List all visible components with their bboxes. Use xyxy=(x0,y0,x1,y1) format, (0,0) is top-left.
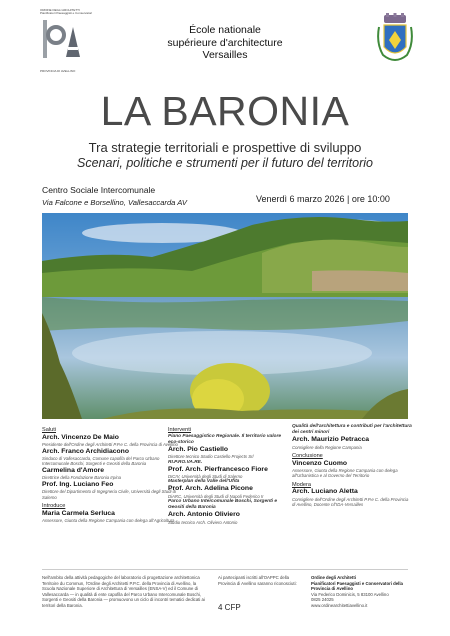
footer-credits-note: Ai partecipanti iscritti all'OAPPC della Provincia di Avellino saranno riconosciuti: xyxy=(218,575,297,586)
org-phone: 0825 24025 xyxy=(311,597,334,603)
program-column-conclusion xyxy=(292,424,412,508)
speaker-role: Direttrice della Fondazione Baronia Irpina xyxy=(42,475,122,481)
speaker-role: Assessore, Giunta della Regione Campania con delega all'Urbanistica e al Governo del Territorio xyxy=(292,468,398,479)
landscape-photo xyxy=(42,213,408,419)
speaker-role: Sindaco di Vallesaccarda, Comune capofila del Parco Urbano Intercomunale Boschi, Sorgenti e Geositi della Baronia xyxy=(42,456,160,467)
speaker-role: Presidente dell'Ordine degli Architetti P.P.e C. della Provincia di Avellino xyxy=(42,442,178,448)
section-heading-talks: Interventi xyxy=(168,427,192,433)
section-heading-greetings: Saluti xyxy=(42,427,56,433)
talk-topic: Piano Paesaggistico Regionale. Il territorio valore eco-storico xyxy=(168,433,282,445)
logo-province: PROVINCIA DI AVELLINO xyxy=(40,68,76,73)
speaker-role: DiARC, Università degli Studi di Napoli Federico II xyxy=(168,493,264,499)
org-address: Via Federico Dominicis, 5 83100 Avellino xyxy=(311,591,389,597)
venue-address: Via Falcone e Borsellino, Vallesaccarda AV xyxy=(42,198,187,207)
institution-line-2: supérieure d'architecture xyxy=(167,36,283,49)
speaker-name: Maria Carmela Serluca xyxy=(42,509,115,517)
section-heading-moderator: Modera xyxy=(292,481,311,488)
talk-topic: RI.P.RO.VA.RE. xyxy=(168,459,203,465)
talk-topic: Masterplan della Valle dell'Ufita xyxy=(168,479,240,485)
footer-divider xyxy=(42,569,408,570)
cfp-credits: 4 CFP xyxy=(218,603,241,612)
speaker-name: Prof. Ing. Luciano Feo xyxy=(42,480,114,488)
org-name: Ordine degli Architetti xyxy=(311,575,356,580)
logo-line-1: ORDINE DEGLI ARCHITETTI xyxy=(40,8,80,12)
institution-line-1: École nationale xyxy=(189,24,261,36)
speaker-name: Prof. Arch. Pierfrancesco Fiore xyxy=(168,465,268,473)
talk-topic: Qualità dell'architettura e contributi per l'architettura dei centri minori xyxy=(292,424,412,435)
program-column-talks xyxy=(168,424,292,525)
speaker-role: Assessore, Giunta della Regione Campania con delega all'Agricoltura xyxy=(42,518,175,524)
speaker-name: Vincenzo Cuomo xyxy=(292,459,348,467)
speaker-role: Studio tecnico Arch. Oliviero Antonio xyxy=(168,519,238,525)
speaker-name: Arch. Luciano Aletta xyxy=(292,488,358,496)
speaker-role: DICIV, Università degli Studi di Salerno xyxy=(168,474,243,479)
logo-line-2: Pianificatori Paesaggisti e Conservatori xyxy=(40,11,93,16)
speaker-name: Arch. Franco Archidiacono xyxy=(42,447,129,455)
section-heading-introduce: Introduce xyxy=(42,503,66,510)
speaker-role: Direttore tecnico Studio Castiello Projects Srl xyxy=(168,454,254,460)
speaker-name: Prof. Arch. Adelina Picone xyxy=(168,485,253,493)
subtitle-italic: Scenari, politiche e strumenti per il futuro del territorio xyxy=(77,156,373,170)
footer-contacts xyxy=(311,575,411,609)
page-title: LA BARONIA xyxy=(100,88,350,134)
venue-name: Centro Sociale Intercomunale xyxy=(42,185,156,195)
municipal-crest-icon xyxy=(375,13,415,71)
section-heading-conclusion: Conclusione xyxy=(292,452,323,459)
org-name-2: Pianificatori Paesaggisti e Conservatori della Provincia di Avellino xyxy=(311,580,403,592)
org-website: www.ordinearchitettiavellino.it xyxy=(311,602,368,608)
speaker-role: Consigliere dell'Ordine degli Architetti P.P.e C. della Provincia di Avellino, Docente c/l'IDA-Versailles xyxy=(292,496,409,508)
speaker-name: Arch. Pio Castiello xyxy=(168,445,229,453)
talk-topic: Parco Urbano Intercomunale Boschi, Sorgenti e Geositi della Baronia xyxy=(168,499,278,511)
speaker-role: Direttore del Dipartimento di Ingegneria Civile, Università degli Studi di Salerno xyxy=(42,489,176,500)
speaker-name: Carmelina d'Amore xyxy=(42,466,105,474)
speaker-name: Arch. Vincenzo De Maio xyxy=(42,433,119,441)
speaker-name: Arch. Maurizio Petracca xyxy=(292,436,370,443)
footer-description: Nell'ambito della attività pedagogiche del laboratorio di progettazione architettonica Territoire du Commun, l'Ordine degli Architetti P.P.C. della Provincia di Avellino, la Scuola Nazionale Superiore di Architettura di Versailles (ENSA-V) ed il Comune di Vallesaccarda — in qualità di ente capofila del Parco Urbano Intercomunale Boschi, Sorgenti e Geositi della Baronia — promuovono un ciclo di incontri tematici dedicati ai territori della Baronia. xyxy=(42,575,205,608)
subtitle: Tra strategie territoriali e prospettive di sviluppo xyxy=(88,140,362,155)
speaker-name: Arch. Antonio Oliviero xyxy=(168,511,240,519)
program-column-greetings xyxy=(42,424,182,524)
speaker-role: Consigliere della Regione Campania xyxy=(292,444,362,450)
event-date: Venerdì 6 marzo 2026 | ore 10:00 xyxy=(256,194,390,204)
institution-line-3: Versailles xyxy=(202,49,248,61)
